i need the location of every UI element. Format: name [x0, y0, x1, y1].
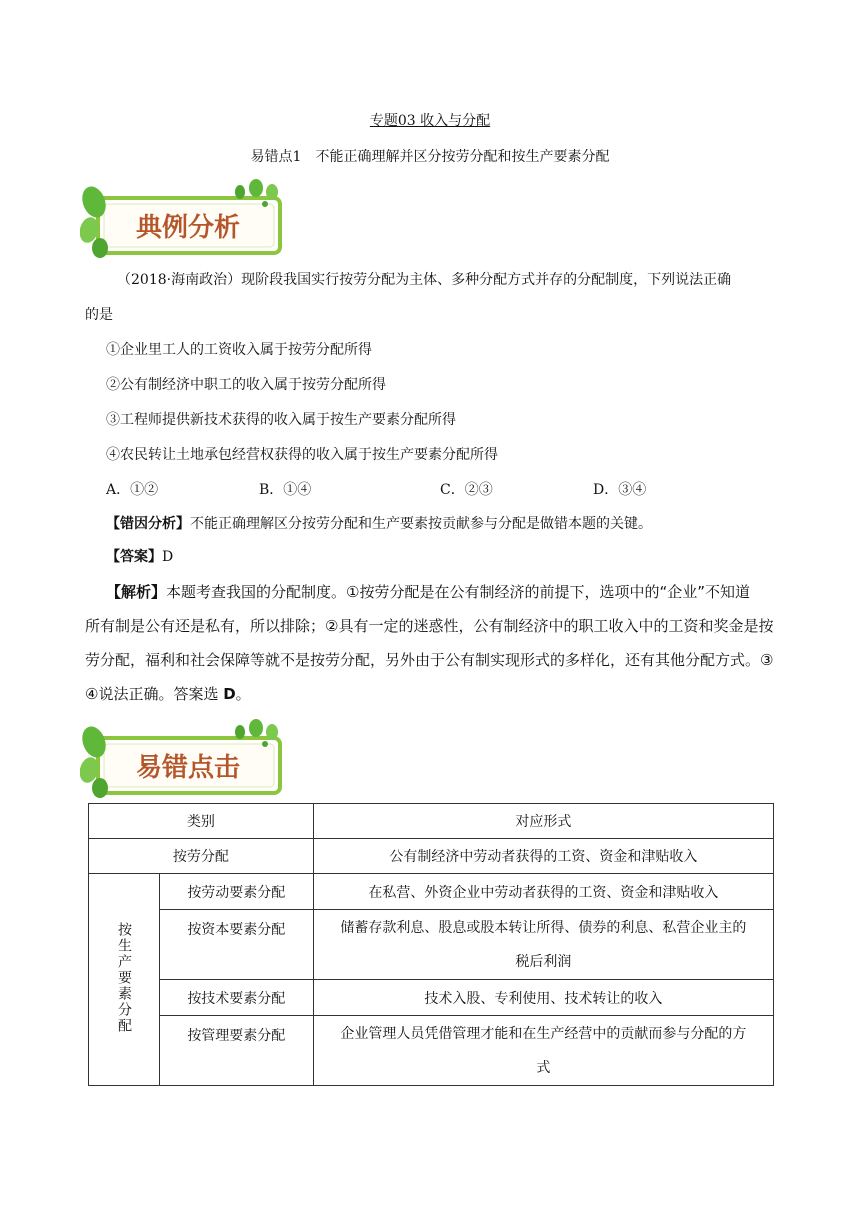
error-analysis-text: 不能正确理解区分按劳分配和生产要素按贡献参与分配是做错本题的关键。 — [190, 516, 652, 532]
table-cell-line: 式 — [536, 1059, 551, 1076]
table-row — [89, 980, 774, 1016]
table-cell: 按劳动要素分配 — [159, 874, 313, 910]
explanation-period: 。 — [235, 685, 251, 703]
table-cell — [313, 1016, 773, 1086]
table-cell: 按管理要素分配 — [159, 1016, 313, 1086]
answer-value: D — [162, 549, 174, 565]
banner-error-points — [80, 718, 285, 798]
explanation-answer-bold: D — [223, 685, 236, 703]
leaf-banner-icon — [80, 718, 285, 798]
table-cell: 按资本要素分配 — [159, 910, 313, 980]
table-row — [89, 874, 774, 910]
table-row — [89, 1016, 774, 1086]
page-title: 专题03 收入与分配 — [369, 113, 491, 129]
table-cell-line: 企业管理人员凭借管理才能和在生产经营中的贡献而参与分配的方 — [340, 1025, 747, 1042]
explanation-line1 — [85, 575, 775, 609]
leaf-banner-icon — [80, 178, 285, 258]
question-stem-line2: 的是 — [85, 307, 113, 323]
question-stem-line1: （2018·海南政治）现阶段我国实行按劳分配为主体、多种分配方式并存的分配制度，下列说法正确 — [117, 272, 732, 288]
table-cell: 按技术要素分配 — [159, 980, 313, 1016]
table-cell-line: 税后利润 — [515, 953, 572, 970]
table-cell-line: 储蓄存款利息、股息或股本转让所得、债券的利息、私营企业主的 — [340, 919, 747, 936]
table-group-label: 按生产要素分配 — [115, 921, 132, 1034]
table-row — [89, 839, 774, 874]
explanation-line4 — [85, 677, 775, 711]
error-analysis — [106, 514, 652, 534]
option-a: A．①② — [106, 482, 159, 498]
option-b: B．①④ — [259, 482, 312, 498]
explanation-text-1: 本题考查我国的分配制度。①按劳分配是在公有制经济的前提下，选项中的“企业”不知道 — [166, 583, 751, 601]
explanation-text-4: ④说法正确。答案选 — [85, 685, 224, 703]
option-c: C．②③ — [440, 482, 493, 498]
banner-text: 典例分析 — [135, 213, 241, 243]
explanation — [85, 575, 775, 711]
table-cell: 公有制经济中劳动者获得的工资、资金和津贴收入 — [313, 839, 773, 874]
explanation-line3: 劳分配，福利和社会保障等就不是按劳分配，另外由于公有制实现形式的多样化，还有其他分配方式。③ — [85, 651, 774, 669]
table-cell — [313, 910, 773, 980]
table-row — [89, 804, 774, 839]
table-row — [89, 910, 774, 980]
error-analysis-label: 【错因分析】 — [106, 516, 190, 532]
table-header-category: 类别 — [89, 804, 314, 839]
option-d: D．③④ — [593, 482, 647, 498]
distribution-table — [88, 803, 774, 1086]
answer-label: 【答案】 — [106, 549, 162, 565]
question-item-2: ②公有制经济中职工的收入属于按劳分配所得 — [106, 377, 386, 393]
explanation-line2: 所有制是公有还是私有，所以排除；②具有一定的迷惑性，公有制经济中的职工收入中的工资和奖金是按 — [85, 617, 774, 635]
answer — [106, 547, 173, 567]
table-group-cell — [89, 874, 160, 1086]
question-item-1: ①企业里工人的工资收入属于按劳分配所得 — [106, 342, 372, 358]
question-item-4: ④农民转让土地承包经营权获得的收入属于按生产要素分配所得 — [106, 447, 498, 463]
table-cell: 在私营、外资企业中劳动者获得的工资、资金和津贴收入 — [313, 874, 773, 910]
table-cell: 技术入股、专利使用、技术转让的收入 — [313, 980, 773, 1016]
table-header-form: 对应形式 — [313, 804, 773, 839]
explanation-label: 【解析】 — [106, 583, 167, 601]
banner-text: 易错点击 — [135, 753, 241, 783]
section-subtitle: 易错点1 不能正确理解并区分按劳分配和按生产要素分配 — [250, 149, 610, 165]
table-cell: 按劳分配 — [89, 839, 314, 874]
question-item-3: ③工程师提供新技术获得的收入属于按生产要素分配所得 — [106, 412, 456, 428]
banner-typical-example — [80, 178, 285, 258]
